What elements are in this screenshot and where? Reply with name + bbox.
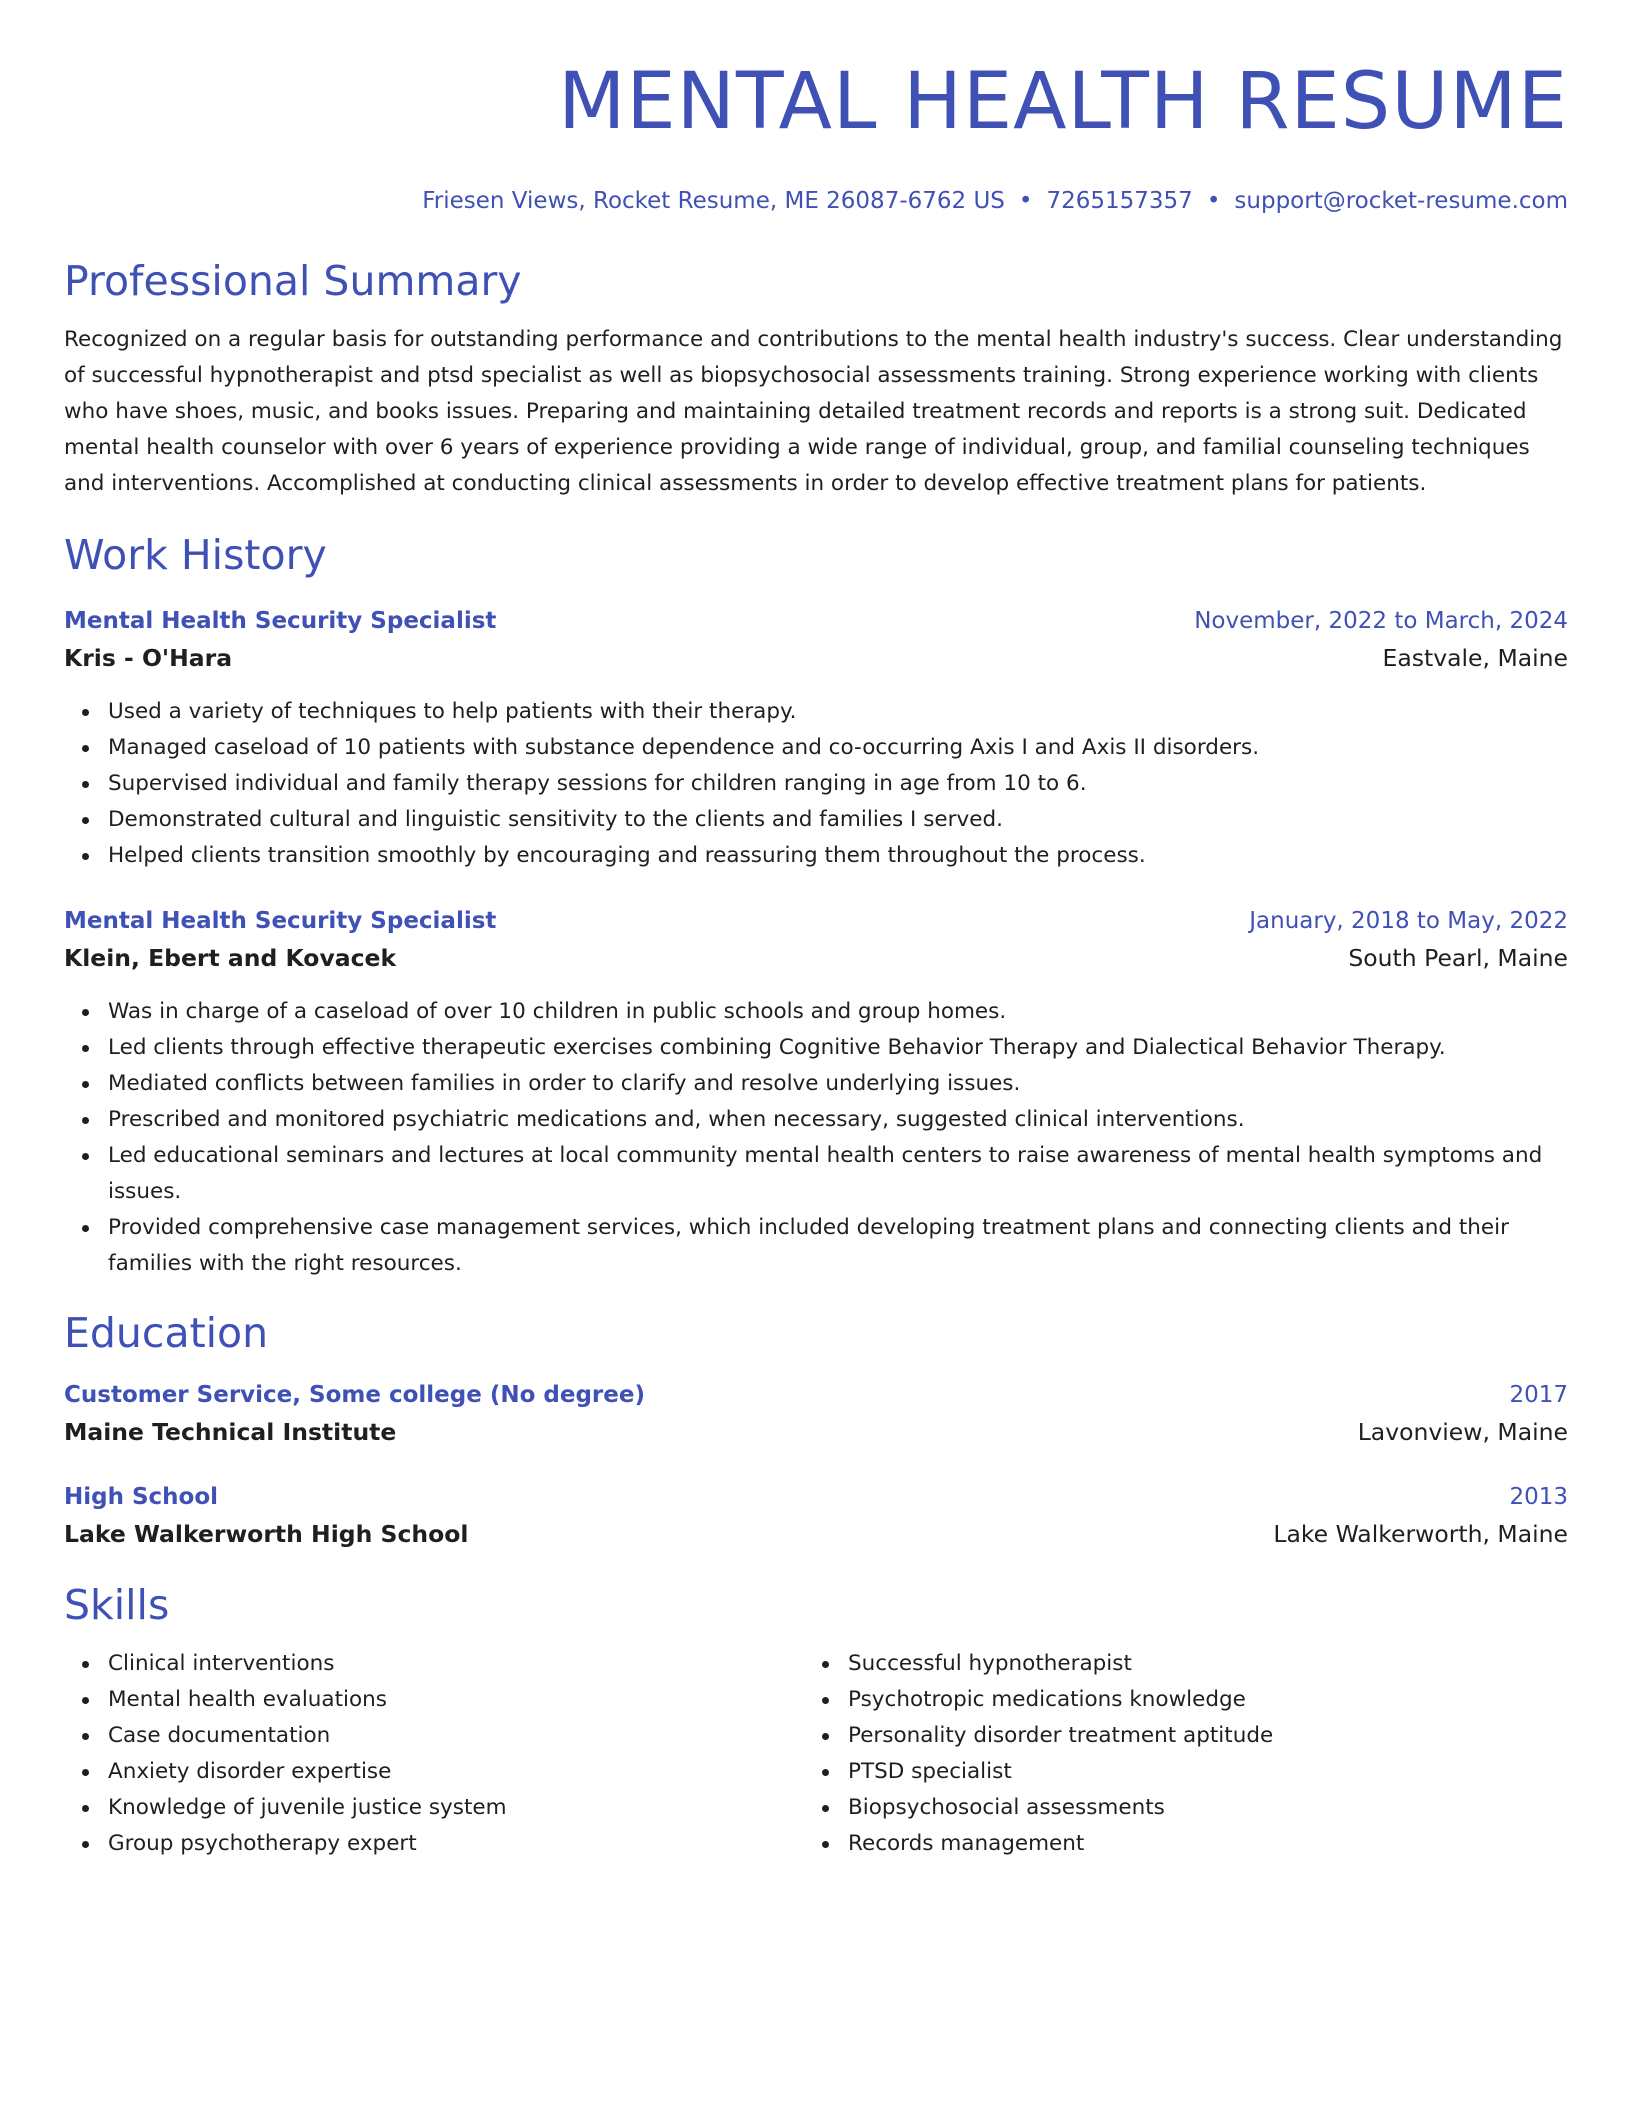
job-title: Mental Health Security Specialist xyxy=(64,908,497,934)
job-entry xyxy=(64,904,1568,1282)
job-bullet: Used a variety of techniques to help patients with their therapy. xyxy=(108,694,1568,730)
job-bullet: Led clients through effective therapeutic exercises combining Cognitive Behavior Therapy and Dialectical Behavior Therapy. xyxy=(108,1030,1568,1066)
skills-column-left xyxy=(64,1646,804,1862)
education-degree: Customer Service, Some college (No degree) xyxy=(64,1382,645,1408)
job-bullets xyxy=(64,994,1568,1282)
job-location: South Pearl, Maine xyxy=(1348,944,1568,972)
job-company: Klein, Ebert and Kovacek xyxy=(64,944,397,972)
contact-separator: • xyxy=(1206,188,1221,214)
education-location: Lavonview, Maine xyxy=(1357,1418,1568,1446)
skill-item: Knowledge of juvenile justice system xyxy=(108,1790,804,1826)
education-school-row xyxy=(64,1412,1568,1452)
job-location: Eastvale, Maine xyxy=(1382,644,1568,672)
skill-item: Mental health evaluations xyxy=(108,1682,804,1718)
education-heading: Education xyxy=(64,1309,269,1357)
education-school: Maine Technical Institute xyxy=(64,1418,397,1446)
job-bullet: Helped clients transition smoothly by encouraging and reassuring them throughout the process. xyxy=(108,838,1568,874)
skill-item: Records management xyxy=(848,1826,1544,1862)
education-school: Lake Walkerworth High School xyxy=(64,1520,469,1548)
contact-address: Friesen Views, Rocket Resume, ME 26087-6762 US xyxy=(422,188,1005,214)
job-company: Kris - O'Hara xyxy=(64,644,233,672)
skill-item: Group psychotherapy expert xyxy=(108,1826,804,1862)
skill-item: PTSD specialist xyxy=(848,1754,1544,1790)
job-bullet: Demonstrated cultural and linguistic sensitivity to the clients and families I served. xyxy=(108,802,1568,838)
education-year: 2017 xyxy=(1509,1382,1568,1408)
job-bullet: Supervised individual and family therapy sessions for children ranging in age from 10 to 6. xyxy=(108,766,1568,802)
skills-list xyxy=(804,1646,1544,1862)
summary-text: Recognized on a regular basis for outstanding performance and contributions to the mental health industry's success. Clear understanding of successful hypnotherapist and ptsd specialist as well as biopsychosocial assessments training. Strong experience working with clients who have shoes, music, and books issues. Preparing and maintaining detailed treatment records and reports is a strong suit. Dedicated mental health counselor with over 6 years of experience providing a wide range of individual, group, and familial counseling techniques and interventions. Accomplished at conducting clinical assessments in order to develop effective treatment plans for patients. xyxy=(64,327,1563,496)
skill-item: Successful hypnotherapist xyxy=(848,1646,1544,1682)
education-entry xyxy=(64,1480,1568,1554)
contact-email: support@rocket-resume.com xyxy=(1234,188,1568,214)
skill-item: Psychotropic medications knowledge xyxy=(848,1682,1544,1718)
resume-header xyxy=(64,56,1568,216)
education-location: Lake Walkerworth, Maine xyxy=(1273,1520,1568,1548)
job-bullet: Managed caseload of 10 patients with substance dependence and co-occurring Axis I and Axis II disorders. xyxy=(108,730,1568,766)
job-header-row xyxy=(64,904,1568,938)
skill-item: Personality disorder treatment aptitude xyxy=(848,1718,1544,1754)
education-school-row xyxy=(64,1514,1568,1554)
job-title: Mental Health Security Specialist xyxy=(64,608,497,634)
job-bullet: Was in charge of a caseload of over 10 children in public schools and group homes. xyxy=(108,994,1568,1030)
education-year: 2013 xyxy=(1509,1484,1568,1510)
contact-separator: • xyxy=(1018,188,1033,214)
education-header-row xyxy=(64,1480,1568,1514)
job-header-row xyxy=(64,604,1568,638)
job-entry xyxy=(64,604,1568,874)
summary-heading: Professional Summary xyxy=(64,257,522,305)
job-bullet: Led educational seminars and lectures at local community mental health centers to raise awareness of mental health symptoms and issues. xyxy=(108,1138,1568,1210)
job-bullets xyxy=(64,694,1568,874)
job-dates: November, 2022 to March, 2024 xyxy=(1194,608,1568,634)
skill-item: Case documentation xyxy=(108,1718,804,1754)
skills-list xyxy=(64,1646,804,1862)
job-dates: January, 2018 to May, 2022 xyxy=(1249,908,1568,934)
job-bullet: Provided comprehensive case management services, which included developing treatment plans and connecting clients and their families with the right resources. xyxy=(108,1210,1568,1282)
education-header-row xyxy=(64,1378,1568,1412)
education-entry xyxy=(64,1378,1568,1452)
skill-item: Clinical interventions xyxy=(108,1646,804,1682)
job-bullet: Mediated conflicts between families in order to clarify and resolve underlying issues. xyxy=(108,1066,1568,1102)
resume-name: MENTAL HEALTH RESUME xyxy=(558,57,1568,147)
skills-heading: Skills xyxy=(64,1581,170,1629)
contact-line xyxy=(64,186,1568,216)
job-company-row xyxy=(64,938,1568,978)
job-company-row xyxy=(64,638,1568,678)
education-degree: High School xyxy=(64,1484,219,1510)
work-history-heading: Work History xyxy=(64,531,327,579)
skill-item: Anxiety disorder expertise xyxy=(108,1754,804,1790)
skill-item: Biopsychosocial assessments xyxy=(848,1790,1544,1826)
job-bullet: Prescribed and monitored psychiatric medications and, when necessary, suggested clinical interventions. xyxy=(108,1102,1568,1138)
contact-phone: 7265157357 xyxy=(1046,188,1193,214)
skills-grid xyxy=(64,1646,1568,1862)
skills-column-right xyxy=(804,1646,1544,1862)
